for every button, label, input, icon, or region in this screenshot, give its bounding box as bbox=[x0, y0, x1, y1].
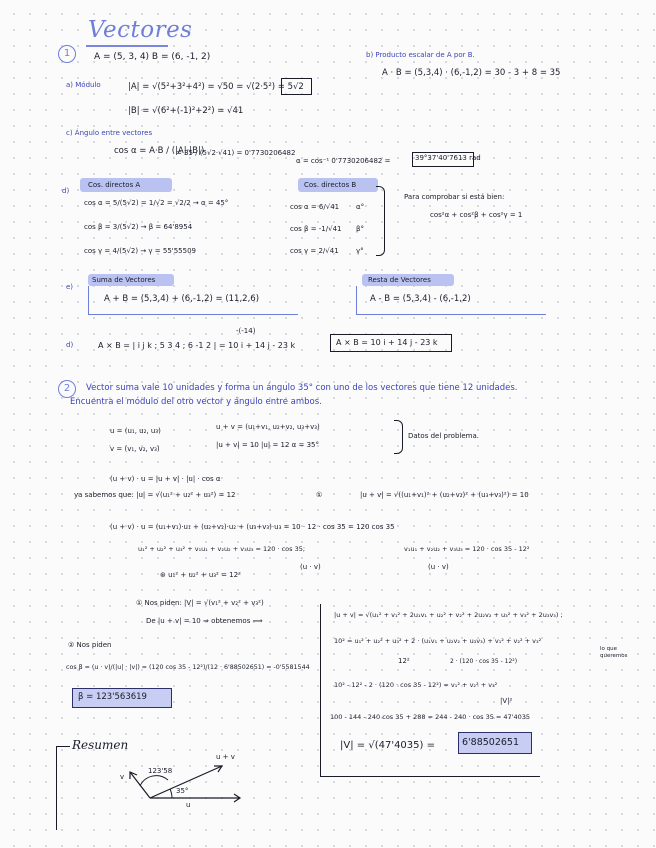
eq-dot-cos: (u + v) · u = |u + v| · |u| · cos α bbox=[110, 475, 221, 483]
eq-mod-u: ya sabemos que: |u| = √(u₁² + u₂² + u₃²) = 12 bbox=[74, 491, 236, 499]
modulo-b: |B| = √(6²+(-1)²+2²) = √41 bbox=[128, 106, 244, 116]
datos-label: Datos del problema. bbox=[408, 432, 479, 440]
diagram-label-v: v bbox=[120, 773, 125, 781]
diagram-label-sum: u + v bbox=[216, 753, 235, 761]
big-eq5: |V| = √(47'4035) = bbox=[340, 740, 435, 751]
big-eq3-sub: |V|² bbox=[500, 697, 513, 705]
cos-formula: cos α = A·B / (|A|·|B|) bbox=[114, 146, 205, 156]
sum-definition: u + v = (u₁+v₁, u₂+v₂, u₃+v₃) bbox=[216, 423, 320, 431]
diagram-label-u: u bbox=[186, 801, 191, 809]
cross-over: -(-14) bbox=[236, 327, 256, 335]
cos-directos-a-title: Cos. directos A bbox=[88, 181, 141, 189]
ask-beta: ② Nos piden bbox=[68, 641, 112, 649]
resta-title: Resta de Vectores bbox=[368, 276, 431, 284]
v-definition: v = (v₁, v₂, v₃) bbox=[110, 445, 160, 453]
cos-b-beta-res: β° bbox=[356, 225, 364, 233]
label-angulo: c) Ángulo entre vectores bbox=[66, 129, 153, 137]
label-producto-escalar: b) Producto escalar de A por B. bbox=[366, 51, 475, 59]
big-eq2: 10² = u₁² + u₂² + u₃² + 2 · (u₁v₁ + u₂v₂ + u₃v₃) + v₁² + v₂² + v₃² bbox=[334, 637, 542, 645]
cos-a-gamma: cos γ = 4/(5√2) → γ = 55'55509 bbox=[84, 247, 196, 255]
big-eq4: 100 - 144 - 240 cos 35 + 288 = 244 - 240 · cos 35 = 47'4035 bbox=[330, 713, 531, 721]
eq-sub-uv1: (u · v) bbox=[300, 563, 321, 571]
big-eq3: 10² - 12² - 2 · (120 · cos 35 - 12²) = v₁² + v₂² + v₃² bbox=[334, 681, 498, 689]
cross-box-value: A × B = 10 i + 14 j - 23 k bbox=[336, 338, 438, 347]
cos-value: = 35 / (5√2·√41) = 0'7730206482 bbox=[176, 149, 296, 157]
check-text: Para comprobar si está bien: bbox=[404, 193, 505, 201]
suma-expr: A + B = (5,3,4) + (6,-1,2) = (11,2,6) bbox=[104, 294, 260, 304]
cos-b-gamma: cos γ = 2/√41 bbox=[290, 247, 339, 255]
statement-line2: Encuentra el módulo del otro vector y ángulo entre ambos. bbox=[70, 397, 322, 407]
diagram-angle-2: 35° bbox=[176, 787, 189, 795]
dot-product: A · B = (5,3,4) · (6,-1,2) = 30 - 3 + 8 = 35 bbox=[382, 68, 561, 78]
eq-expand3: v₁u₁ + v₂u₂ + v₃u₃ = 120 · cos 35 - 12² bbox=[404, 545, 530, 553]
cos-a-alpha: cos α = 5/(5√2) = 1/√2 = √2/2 → α = 45° bbox=[84, 199, 229, 207]
beta-value: β = 123'563619 bbox=[78, 692, 147, 702]
big-eq1: |u + v| = √(u₁² + v₁² + 2u₁v₁ + u₂² + v₂² + 2u₂v₂ + u₃² + v₃² + 2u₃v₃) ; bbox=[334, 611, 563, 619]
u-definition: u = (u₁, u₂, u₃) bbox=[110, 427, 161, 435]
cos-a-beta: cos β = 3/(5√2) → β = 64'8954 bbox=[84, 223, 193, 231]
section-number-2: 2 bbox=[58, 380, 76, 398]
section-number-1: 1 bbox=[58, 45, 76, 63]
eq-mod-u-mark: ① bbox=[316, 491, 323, 499]
alpha-box-value: 39°37'40'7613 rad bbox=[415, 154, 481, 162]
cos-b-alpha-res: α° bbox=[356, 203, 365, 211]
eq-mod-sum: |u + v| = √((u₁+v₁)² + (u₂+v₂)² + (u₃+v₃)²) = 10 bbox=[360, 491, 529, 499]
given-data: |u + v| = 10 |u| = 12 α = 35° bbox=[216, 441, 319, 449]
resta-expr: A - B = (5,3,4) - (6,-1,2) bbox=[370, 294, 471, 304]
diagram-angle-1: 123'58 bbox=[148, 767, 173, 775]
label-e: e) bbox=[66, 283, 74, 291]
alpha-result: α = cos⁻¹ 0'7730206482 = bbox=[296, 157, 391, 165]
check-formula: cos²α + cos²β + cos²γ = 1 bbox=[430, 211, 523, 219]
eq-expand2: u₁² + u₂² + u₃² + v₁u₁ + v₂u₂ + v₃u₃ = 120 · cos 35; bbox=[138, 545, 306, 553]
cos-beta: cos β = (u · v)/(|u| · |v|) = (120 cos 35 - 12²)/(12 · 6'88502651) = -0'5581544 bbox=[66, 664, 310, 671]
cross-product: A × B = | i j k ; 5 3 4 ; 6 -1 2 | = 10 i + 14 j - 23 k bbox=[98, 341, 296, 350]
modulo-a: |A| = √(5²+3²+4²) = √50 = √(2·5²) = 5√2 bbox=[128, 82, 304, 92]
resumen-title: Resumen bbox=[72, 738, 129, 752]
eq-u-squared: ⊛ u₁² + u₂² + u₃² = 12² bbox=[160, 571, 241, 579]
cos-b-beta: cos β = -1/√41 bbox=[290, 225, 342, 233]
ask-mod-v: ① Nos piden: |V| = √(v₁² + v₂² + v₃²) bbox=[136, 599, 264, 607]
cos-b-alpha: cos α = 6/√41 bbox=[290, 203, 340, 211]
suma-title: Suma de Vectores bbox=[92, 276, 156, 284]
given-vectors: A = (5, 3, 4) B = (6, -1, 2) bbox=[94, 52, 211, 62]
big-eq2-sub2: 2 · (120 · cos 35 - 12²) bbox=[450, 658, 518, 665]
cos-b-gamma-res: γ° bbox=[356, 247, 364, 255]
page-title: Vectores bbox=[88, 17, 193, 43]
label-cross: d) bbox=[66, 341, 74, 349]
eq-expand: (u + v) · u = (u₁+v₁)·u₁ + (u₂+v₂)·u₂ + (u₃+v₃)·u₃ = 10 · 12 · cos 35 = 120 cos 35 bbox=[110, 523, 395, 531]
cos-directos-b-title: Cos. directos B bbox=[304, 181, 357, 189]
label-modulo: a) Módulo bbox=[66, 81, 101, 89]
ask-derive: De |u + v| = 10 ⇒ obtenemos ⟹ bbox=[146, 617, 263, 625]
big-eq2-note: lo que queremos bbox=[600, 646, 628, 659]
statement-line1: Vector suma vale 10 unidades y forma un ángulo 35° con uno de los vectores que tiene 12 unidades. bbox=[86, 383, 518, 393]
eq-sub-uv2: (u · v) bbox=[428, 563, 449, 571]
mod-v-value: 6'88502651 bbox=[462, 737, 520, 748]
label-d: d) bbox=[62, 187, 70, 195]
big-eq2-sub1: 12² bbox=[398, 657, 410, 665]
